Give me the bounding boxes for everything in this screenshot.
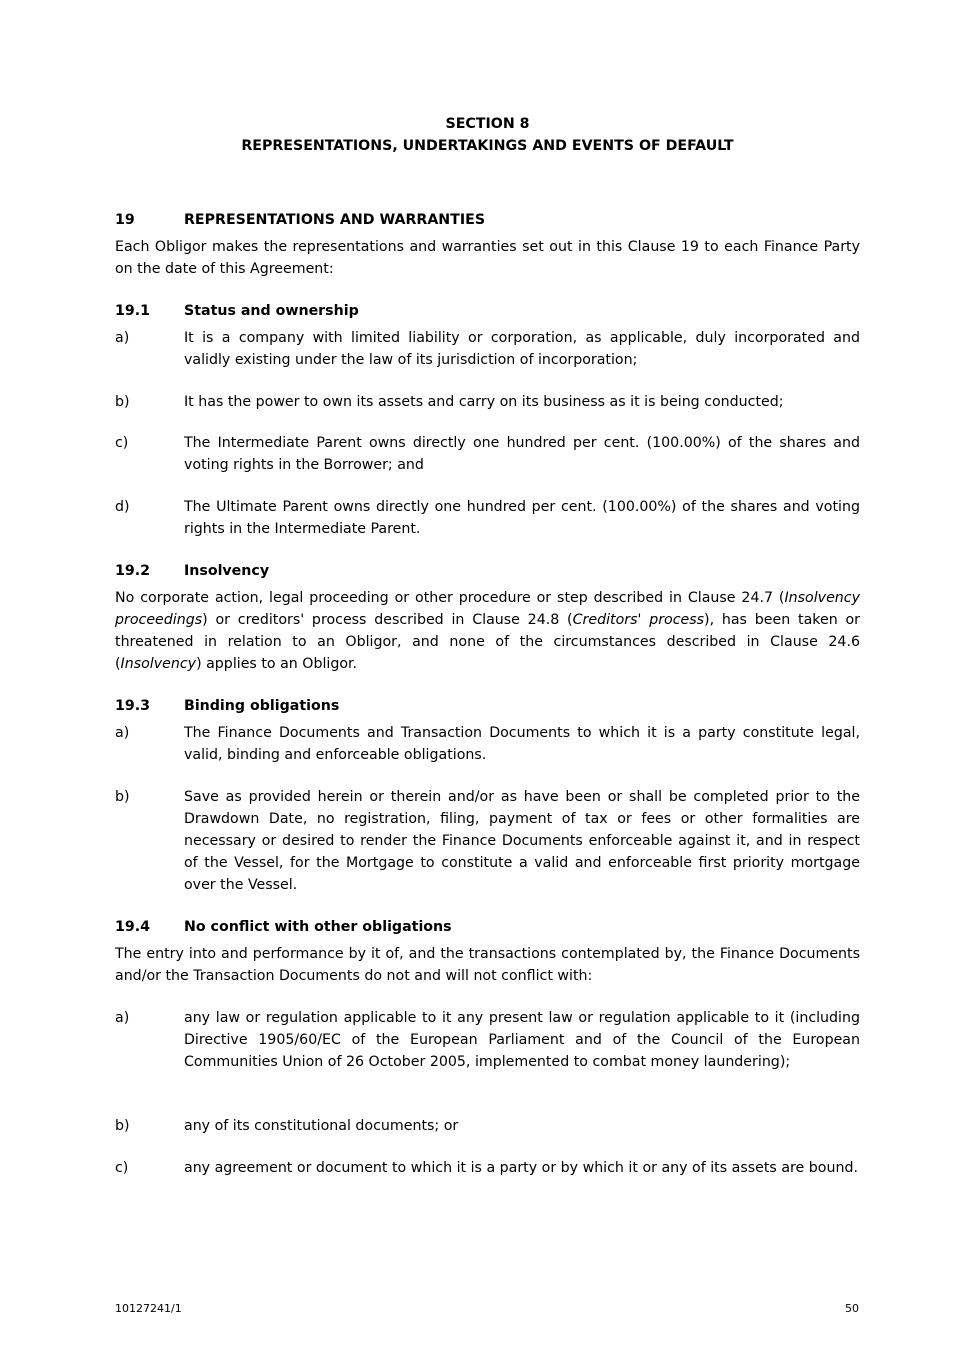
- section-number: SECTION 8: [445, 116, 530, 132]
- item-text: It is a company with limited liability or corporation, as applicable, duly incorporated and validly existing under the law of its jurisdiction of incorporation;: [184, 330, 860, 368]
- item-label: c): [115, 435, 129, 451]
- clause-19-4-number: 19.4: [115, 919, 151, 935]
- item-text: The Ultimate Parent owns directly one hundred per cent. (100.00%) of the shares and voting rights in the Intermediate Parent.: [184, 499, 860, 537]
- item-text: Save as provided herein or therein and/or as have been or shall be completed prior to the Drawdown Date, no registration, filing, payment of tax or fees or other formalities are necessary or desired to render the Finance Documents enforceable against it, and in respect of the Vessel, for the Mortgage to constitute a valid and enforceable first priority mortgage over the Vessel.: [184, 789, 860, 893]
- item-text: It has the power to own its assets and carry on its business as it is being conducted;: [184, 394, 784, 410]
- item-text: The Intermediate Parent owns directly one hundred per cent. (100.00%) of the shares and voting rights in the Borrower; and: [184, 435, 860, 473]
- item-label: b): [115, 394, 130, 410]
- footer-page-number: 50: [845, 1302, 859, 1315]
- text-run: ), has been taken or threatened in relation to an Obligor, and none of the circumstances described in Clause 24.6 (: [115, 612, 861, 672]
- clause-19-1-heading: [115, 300, 860, 322]
- item-label: b): [115, 789, 130, 805]
- clause-19-4-heading: [115, 916, 860, 938]
- clause-19-2-number: 19.2: [115, 563, 151, 579]
- clause-19-4-item-a: [115, 1007, 860, 1073]
- clause-19-4-item-b: [115, 1115, 860, 1137]
- item-label: a): [115, 330, 130, 346]
- clause-19-3-heading: [115, 695, 860, 717]
- item-text: any of its constitutional documents; or: [184, 1118, 459, 1134]
- item-label: d): [115, 499, 130, 515]
- item-text: The Finance Documents and Transaction Documents to which it is a party constitute legal, valid, binding and enforceable obligations.: [184, 725, 860, 763]
- clause-19-2-heading: [115, 560, 860, 582]
- clause-19-number: 19: [115, 212, 135, 228]
- clause-19-2-text: [115, 587, 860, 675]
- clause-ref-italic: Insolvency: [120, 656, 197, 672]
- text-run: ) applies to an Obligor.: [196, 656, 358, 672]
- clause-ref-italic: Creditors' process: [572, 612, 705, 628]
- item-label: b): [115, 1118, 130, 1134]
- text-run: No corporate action, legal proceeding or other procedure or step described in Clause 24.7 (: [115, 590, 785, 606]
- clause-ref-italic: Insolvency proceedings: [115, 590, 860, 628]
- clause-19-1-item-b: [115, 391, 860, 413]
- clause-19-3-title: Binding obligations: [184, 698, 340, 714]
- clause-19-intro: Each Obligor makes the representations and warranties set out in this Clause 19 to each Finance Party on the date of this Agreement:: [115, 239, 860, 277]
- clause-19-2-title: Insolvency: [184, 563, 270, 579]
- clause-19-3-item-b: [115, 786, 860, 896]
- clause-19-1-item-c: [115, 432, 860, 476]
- clause-19-1-item-d: [115, 496, 860, 540]
- item-text: any law or regulation applicable to it any present law or regulation applicable to it (including Directive 1905/60/EC of the European Parliament and of the Council of the European Communities Union of 26 October 2005, implemented to combat money laundering);: [184, 1010, 860, 1070]
- clause-19-4-intro: The entry into and performance by it of, and the transactions contemplated by, the Finance Documents and/or the Transaction Documents do not and will not conflict with:: [115, 946, 860, 984]
- clause-19-1-title: Status and ownership: [184, 303, 359, 319]
- clause-19-3-item-a: [115, 722, 860, 766]
- clause-19-4-item-c: [115, 1157, 860, 1179]
- clause-19-1-number: 19.1: [115, 303, 151, 319]
- clause-19-3-number: 19.3: [115, 698, 151, 714]
- item-label: c): [115, 1160, 129, 1176]
- clause-19-title: REPRESENTATIONS AND WARRANTIES: [184, 212, 486, 228]
- clause-19-1-item-a: [115, 327, 860, 371]
- footer-doc-ref: 10127241/1: [115, 1302, 182, 1315]
- clause-19-4-title: No conflict with other obligations: [184, 919, 452, 935]
- item-label: a): [115, 725, 130, 741]
- clause-19-heading: [115, 209, 860, 231]
- item-label: a): [115, 1010, 130, 1026]
- section-title: REPRESENTATIONS, UNDERTAKINGS AND EVENTS OF DEFAULT: [241, 138, 734, 154]
- text-run: ) or creditors' process described in Clause 24.8 (: [202, 612, 573, 628]
- item-text: any agreement or document to which it is a party or by which it or any of its assets are bound.: [184, 1160, 858, 1176]
